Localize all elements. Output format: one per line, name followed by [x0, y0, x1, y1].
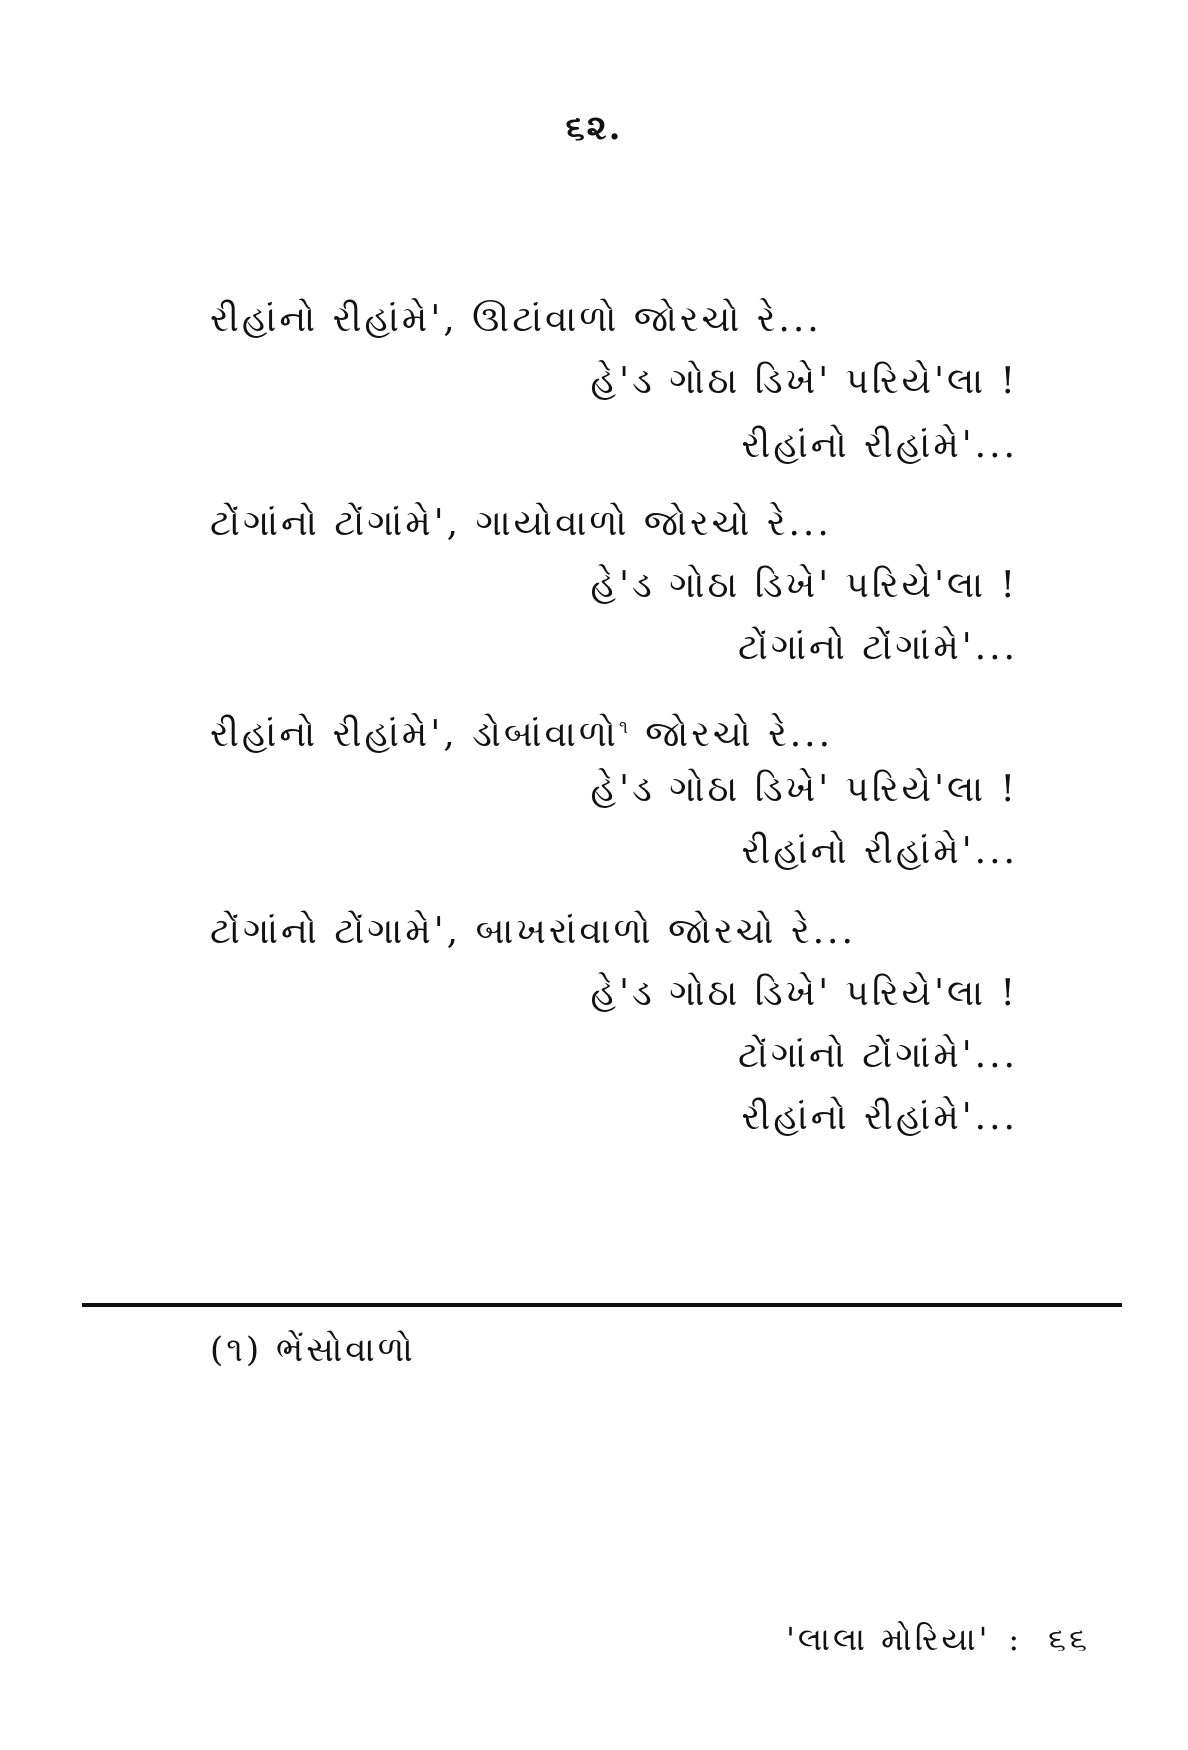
footnote-marker: ૧: [618, 717, 631, 738]
stanza-2-line-1: ટોંગાંનો ટોંગાંમે', ગાયોવાળો જોરચો રે...: [210, 503, 832, 544]
stanza-3-refrain: રીહાંનો રીહાંમે'...: [741, 831, 1018, 872]
stanza-1-line-2: હે'ડ ગોઠા ડિખે' પરિયે'લા !: [590, 361, 1018, 402]
stanza-3-line-1: [210, 706, 833, 757]
stanza-1-line-1: રીહાંનો રીહાંમે', ઊટાંવાળો જોરચો રે...: [210, 299, 822, 340]
footer-separator: :: [1008, 1620, 1023, 1658]
stanza-2-line-2: હે'ડ ગોઠા ડિખે' પરિયે'લા !: [590, 565, 1018, 606]
stanza-4-line-2: હે'ડ ગોઠા ડિખે' પરિયે'લા !: [590, 973, 1018, 1014]
stanza-3-line-1-rest: જોરચો રે...: [630, 714, 834, 755]
stanza-3-line-2: હે'ડ ગોઠા ડિખે' પરિયે'લા !: [590, 769, 1018, 810]
page-footer: [786, 1620, 1090, 1659]
stanza-2-refrain: ટોંગાંનો ટોંગાંમે'...: [737, 627, 1018, 668]
stanza-3-line-1-text: રીહાંનો રીહાંમે', ડોબાંવાળો: [210, 714, 619, 755]
song-number: ૬૨.: [565, 108, 623, 148]
page-number: ૬૬: [1048, 1620, 1090, 1658]
footnote-divider: [82, 1303, 1122, 1307]
stanza-4-final-refrain: રીહાંનો રીહાંમે'...: [741, 1097, 1018, 1138]
stanza-4-line-1: ટોંગાંનો ટોંગામે', બાખરાંવાળો જોરચો રે...: [210, 911, 856, 952]
footnote: (૧) ભેંસોવાળો: [210, 1330, 416, 1370]
book-title: 'લાલા મોરિયા': [786, 1620, 991, 1658]
stanza-4-refrain: ટોંગાંનો ટોંગાંમે'...: [737, 1035, 1018, 1076]
stanza-1-refrain: રીહાંનો રીહાંમે'...: [741, 425, 1018, 466]
